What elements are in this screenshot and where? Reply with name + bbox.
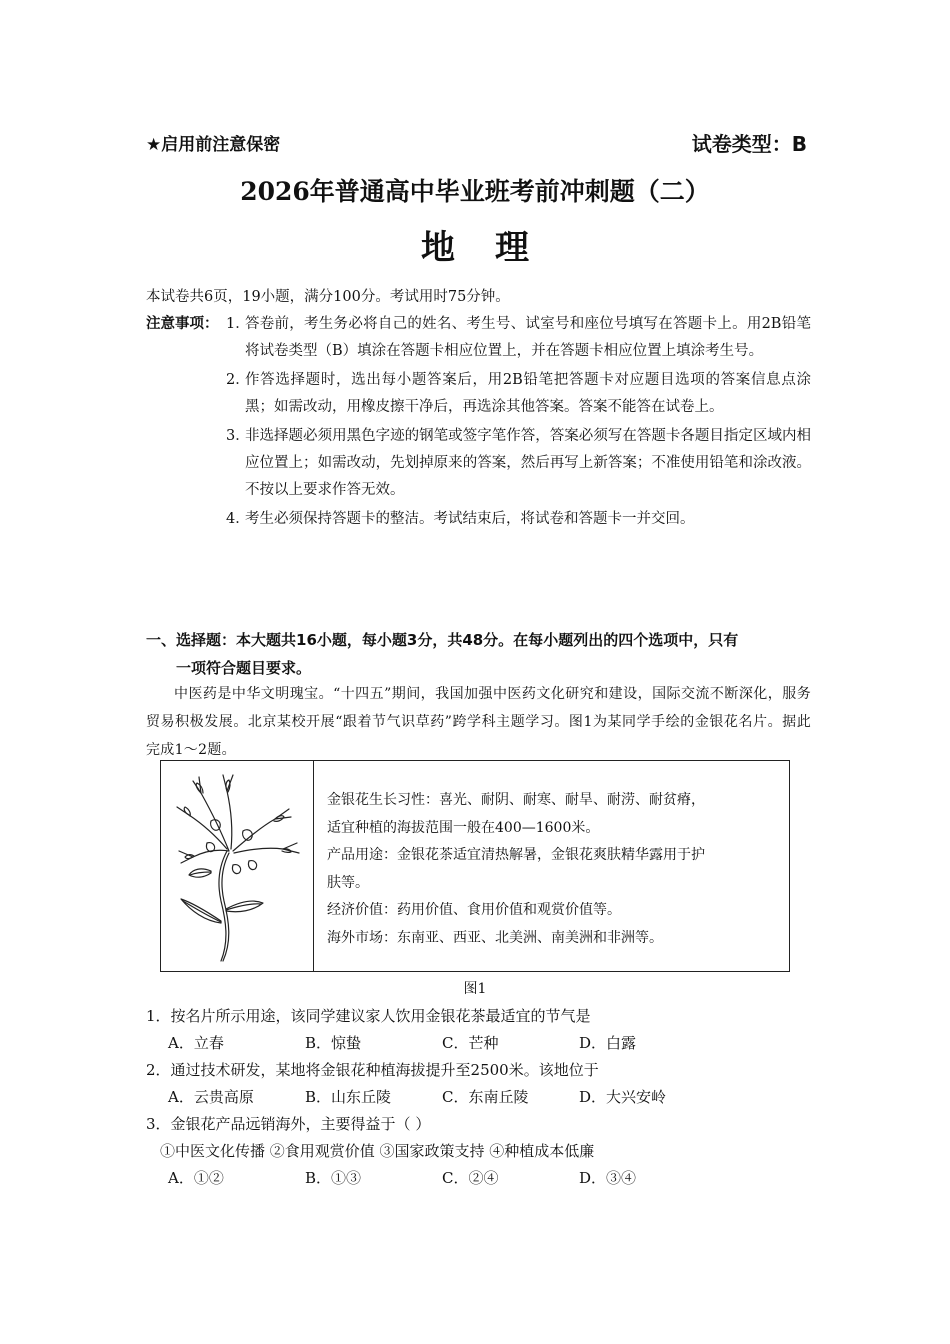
option-b[interactable]: B．山东丘陵 — [305, 1088, 392, 1106]
subject-title: 地理 — [421, 228, 569, 268]
notice-text: 答卷前，考生务必将自己的姓名、考生号、试室号和座位号填写在答题卡上。用2B铅笔将试卷类型（B）填涂在答题卡相应位置上，并在答题卡相应位置上填涂考生号。 — [245, 316, 811, 359]
option-c[interactable]: C．东南丘陵 — [442, 1088, 529, 1106]
honeysuckle-drawing — [171, 771, 306, 966]
question-options — [146, 1030, 811, 1057]
notice-number: 3． — [226, 428, 250, 444]
question-options — [146, 1084, 811, 1111]
card-line: 产品用途：金银花茶适宜清热解暑，金银花爽肤精华露用于护 — [327, 847, 705, 863]
option-d[interactable]: D．大兴安岭 — [579, 1088, 667, 1106]
paper-type: 试卷类型：B — [691, 132, 807, 156]
option-c[interactable]: C．芒种 — [442, 1034, 499, 1052]
notice-label: 注意事项： — [146, 316, 219, 332]
question-stem: 2．通过技术研发，某地将金银花种植海拔提升至2500米。该地位于 — [146, 1061, 599, 1079]
option-d[interactable]: D．白露 — [579, 1034, 637, 1052]
section-heading-line1: 一、选择题：本大题共16小题，每小题3分，共48分。在每小题列出的四个选项中，只有 — [146, 631, 739, 649]
option-b[interactable]: B．①③ — [305, 1169, 362, 1187]
card-line: 海外市场：东南亚、西亚、北美洲、南美洲和非洲等。 — [327, 929, 663, 946]
exam-title: 2026年普通高中毕业班考前冲刺题（二） — [240, 177, 710, 206]
intro-text: 本试卷共6页，19小题，满分100分。考试用时75分钟。 — [146, 289, 510, 305]
section-heading — [146, 626, 811, 682]
notice-text: 非选择题必须用黑色字迹的钢笔或签字笔作答，答案必须写在答题卡各题目指定区域内相应位置上；如需改动，先划掉原来的答案，然后再写上新答案；不准使用铅笔和涂改液。不按以上要求作答无效。 — [245, 428, 811, 498]
notice-list — [226, 311, 811, 533]
notice-item — [226, 311, 811, 365]
card-line: 肤等。 — [327, 874, 369, 891]
notice-number: 1． — [226, 316, 250, 332]
question-stem: 1．按名片所示用途，该同学建议家人饮用金银花茶最适宜的节气是 — [146, 1007, 591, 1025]
question-1 — [146, 1003, 811, 1057]
option-b[interactable]: B．惊蛰 — [305, 1034, 362, 1052]
notice-number: 4． — [226, 511, 250, 527]
section-heading-line2: 一项符合题目要求。 — [176, 659, 312, 677]
question-statements: ①中医文化传播 ②食用观赏价值 ③国家政策支持 ④种植成本低廉 — [160, 1142, 595, 1160]
notice-text: 考生必须保持答题卡的整洁。考试结束后，将试卷和答题卡一并交回。 — [245, 511, 695, 527]
confidential-notice: ★启用前注意保密 — [146, 135, 281, 155]
figure-caption: 图1 — [463, 981, 487, 997]
question-options — [146, 1165, 811, 1192]
notice-item — [226, 367, 811, 421]
question-list — [146, 1003, 811, 1192]
card-line: 经济价值：药用价值、食用价值和观赏价值等。 — [327, 902, 621, 918]
question-stem: 3．金银花产品远销海外，主要得益于（ ） — [146, 1115, 431, 1133]
notice-item — [226, 506, 811, 533]
option-d[interactable]: D．③④ — [579, 1169, 637, 1187]
notice-number: 2． — [226, 372, 250, 388]
question-2 — [146, 1057, 811, 1111]
question-3 — [146, 1111, 811, 1192]
honeysuckle-card — [160, 760, 790, 972]
notice-text: 作答选择题时，选出每小题答案后，用2B铅笔把答题卡对应题目选项的答案信息点涂黑；如需改动，用橡皮擦干净后，再选涂其他答案。答案不能答在试卷上。 — [245, 372, 811, 415]
card-line: 金银花生长习性：喜光、耐阴、耐寒、耐旱、耐涝、耐贫瘠， — [327, 792, 705, 808]
card-line: 适宜种植的海拔范围一般在400—1600米。 — [327, 819, 600, 836]
card-divider — [313, 761, 314, 971]
option-a[interactable]: A．①② — [168, 1169, 224, 1187]
option-a[interactable]: A．云贵高原 — [168, 1088, 254, 1106]
reading-passage: 中医药是中华文明瑰宝。“十四五”期间，我国加强中医药文化研究和建设，国际交流不断深化，服务贸易积极发展。北京某校开展“跟着节气识草药”跨学科主题学习。图1为某同学手绘的金银花名片。据此完成1～2题。 — [146, 686, 811, 758]
card-info — [327, 787, 777, 952]
option-c[interactable]: C．②④ — [442, 1169, 499, 1187]
notice-item — [226, 423, 811, 504]
option-a[interactable]: A．立春 — [168, 1034, 224, 1052]
